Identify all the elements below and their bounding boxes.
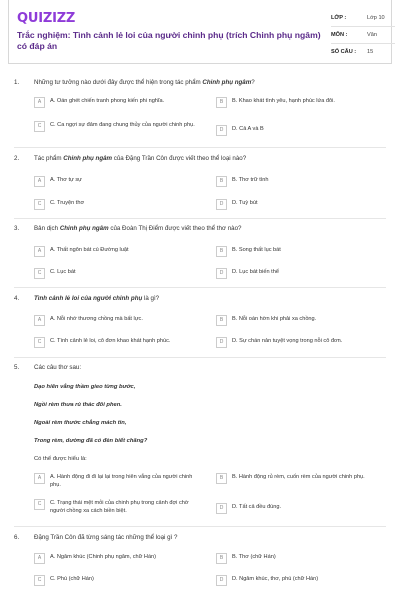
option-a[interactable]: A A. Thơ tự sự bbox=[34, 177, 209, 187]
question-number: 3. bbox=[14, 225, 20, 232]
question-number: 6. bbox=[14, 534, 20, 541]
option-letter-box: D bbox=[216, 575, 227, 586]
meta-value: Văn bbox=[367, 32, 377, 38]
question-text: Các câu thơ sau: bbox=[34, 364, 82, 371]
meta-row-subject bbox=[331, 27, 395, 44]
option-d[interactable]: D D. Sự chán nản tuyệt vọng trong nỗi cô đơn. bbox=[216, 338, 391, 348]
option-b[interactable]: B B. Khao khát tình yêu, hạnh phúc lứa đôi. bbox=[216, 98, 391, 108]
option-c[interactable]: C C. Tình cảnh lẻ loi, cô đơn khao khát hạnh phúc. bbox=[34, 338, 209, 348]
meta-table bbox=[331, 10, 395, 60]
option-letter-box: B bbox=[216, 553, 227, 564]
divider bbox=[14, 218, 386, 219]
poem-line-1: Dạo hiên vắng thầm gieo từng bước, bbox=[34, 384, 136, 390]
option-letter-box: D bbox=[216, 503, 227, 514]
meta-label: SỐ CÂU : bbox=[331, 49, 357, 55]
option-b[interactable]: B B. Thơ trữ tình bbox=[216, 177, 391, 187]
poem-line-3: Ngoài rèm thước chẳng mách tin, bbox=[34, 420, 127, 426]
option-letter-box: B bbox=[216, 315, 227, 326]
option-b[interactable]: B B. Song thất lục bát bbox=[216, 247, 391, 257]
question-text: Tác phẩm Chinh phụ ngâm của Đặng Trần Côn được viết theo thể loại nào? bbox=[34, 155, 247, 162]
option-letter-box: D bbox=[216, 199, 227, 210]
question-number: 4. bbox=[14, 295, 20, 302]
meta-label: LỚP : bbox=[331, 15, 347, 21]
option-letter-box: A bbox=[34, 553, 45, 564]
option-d[interactable]: D D. Tuỳ bút bbox=[216, 200, 391, 210]
option-d[interactable]: D D. Lục bát biến thể bbox=[216, 269, 391, 279]
question-5 bbox=[14, 364, 386, 372]
meta-row-class bbox=[331, 10, 395, 27]
question-4 bbox=[14, 295, 386, 303]
option-letter-box: D bbox=[216, 268, 227, 279]
worksheet-title: Trắc nghiệm: Tình cảnh lẻ loi của người chinh phụ (trích Chinh phụ ngâm) có đáp án bbox=[17, 30, 321, 51]
question-prompt: Có thể được hiểu là: bbox=[34, 456, 87, 462]
option-d[interactable]: D D. Ngâm khúc, thơ, phú (chữ Hán) bbox=[216, 576, 391, 586]
question-number: 2. bbox=[14, 155, 20, 162]
quizizz-logo: QUIZIZZ bbox=[17, 11, 76, 26]
question-3 bbox=[14, 225, 386, 233]
option-c[interactable]: C C. Phú (chữ Hán) bbox=[34, 576, 209, 586]
question-6 bbox=[14, 534, 386, 542]
poem-line-4: Trong rèm, dường đã có đèn biết chăng? bbox=[34, 438, 148, 444]
meta-value: Lớp 10 bbox=[367, 15, 385, 21]
question-2 bbox=[14, 155, 386, 163]
poem-line-2: Ngồi rèm thưa rủ thác đôi phen. bbox=[34, 402, 122, 408]
question-1 bbox=[14, 79, 386, 87]
option-letter-box: A bbox=[34, 176, 45, 187]
option-letter-box: C bbox=[34, 499, 45, 510]
option-b[interactable]: B B. Nỗi oán hờn khi phải xa chồng. bbox=[216, 316, 391, 326]
option-letter-box: A bbox=[34, 473, 45, 484]
meta-value: 15 bbox=[367, 49, 374, 55]
option-letter-box: B bbox=[216, 176, 227, 187]
option-a[interactable]: A A. Hành động đi đi lại lại trong hiên vắng của người chinh phụ. bbox=[34, 474, 209, 489]
option-c[interactable]: C C. Lục bát bbox=[34, 269, 209, 279]
worksheet-header bbox=[8, 0, 392, 64]
option-d[interactable]: D D. Cả A và B bbox=[216, 126, 391, 136]
option-letter-box: C bbox=[34, 199, 45, 210]
divider bbox=[14, 147, 386, 148]
option-letter-box: B bbox=[216, 246, 227, 257]
option-d[interactable]: D D. Tất cả đều đúng. bbox=[216, 504, 391, 514]
option-letter-box: C bbox=[34, 121, 45, 132]
option-a[interactable]: A A. Nỗi nhớ thương chồng mà bất lực. bbox=[34, 316, 209, 326]
meta-label: MÔN : bbox=[331, 32, 348, 38]
option-c[interactable]: C C. Trạng thái mệt mỏi của chinh phụ trong cảnh đợi chờ người chồng xa cách biền biệt. bbox=[34, 500, 209, 515]
option-b[interactable]: B B. Thơ (chữ Hán) bbox=[216, 554, 391, 564]
option-letter-box: A bbox=[34, 246, 45, 257]
option-c[interactable]: C C. Ca ngợi sự đảm đang chung thủy của người chinh phụ. bbox=[34, 122, 209, 132]
option-a[interactable]: A A. Thất ngôn bát cú Đường luật bbox=[34, 247, 209, 257]
question-number: 5. bbox=[14, 364, 20, 371]
question-text: Đặng Trần Côn đã từng sáng tác những thể loại gì ? bbox=[34, 534, 178, 541]
meta-row-count bbox=[331, 44, 395, 60]
option-b[interactable]: B B. Hành động rủ rèm, cuốn rèm của người chinh phụ. bbox=[216, 474, 391, 484]
divider bbox=[14, 287, 386, 288]
question-text: Những tư tưởng nào dưới đây được thể hiện trong tác phẩm Chinh phụ ngâm? bbox=[34, 79, 255, 86]
option-letter-box: B bbox=[216, 473, 227, 484]
question-text: Bản dịch Chinh phụ ngâm của Đoàn Thị Điểm được viết theo thể thơ nào? bbox=[34, 225, 242, 232]
option-a[interactable]: A A. Ngâm khúc (Chinh phụ ngâm, chữ Hán) bbox=[34, 554, 209, 564]
option-letter-box: C bbox=[34, 575, 45, 586]
option-c[interactable]: C C. Truyện thơ bbox=[34, 200, 209, 210]
option-letter-box: D bbox=[216, 337, 227, 348]
question-text: Tình cảnh lẻ loi của người chinh phụ là gì? bbox=[34, 295, 160, 302]
divider bbox=[14, 526, 386, 527]
option-letter-box: C bbox=[34, 337, 45, 348]
option-a[interactable]: A A. Oán ghét chiến tranh phong kiến phi nghĩa. bbox=[34, 98, 209, 108]
option-letter-box: A bbox=[34, 315, 45, 326]
option-letter-box: C bbox=[34, 268, 45, 279]
question-number: 1. bbox=[14, 79, 20, 86]
divider bbox=[14, 357, 386, 358]
option-letter-box: B bbox=[216, 97, 227, 108]
option-letter-box: A bbox=[34, 97, 45, 108]
option-letter-box: D bbox=[216, 125, 227, 136]
